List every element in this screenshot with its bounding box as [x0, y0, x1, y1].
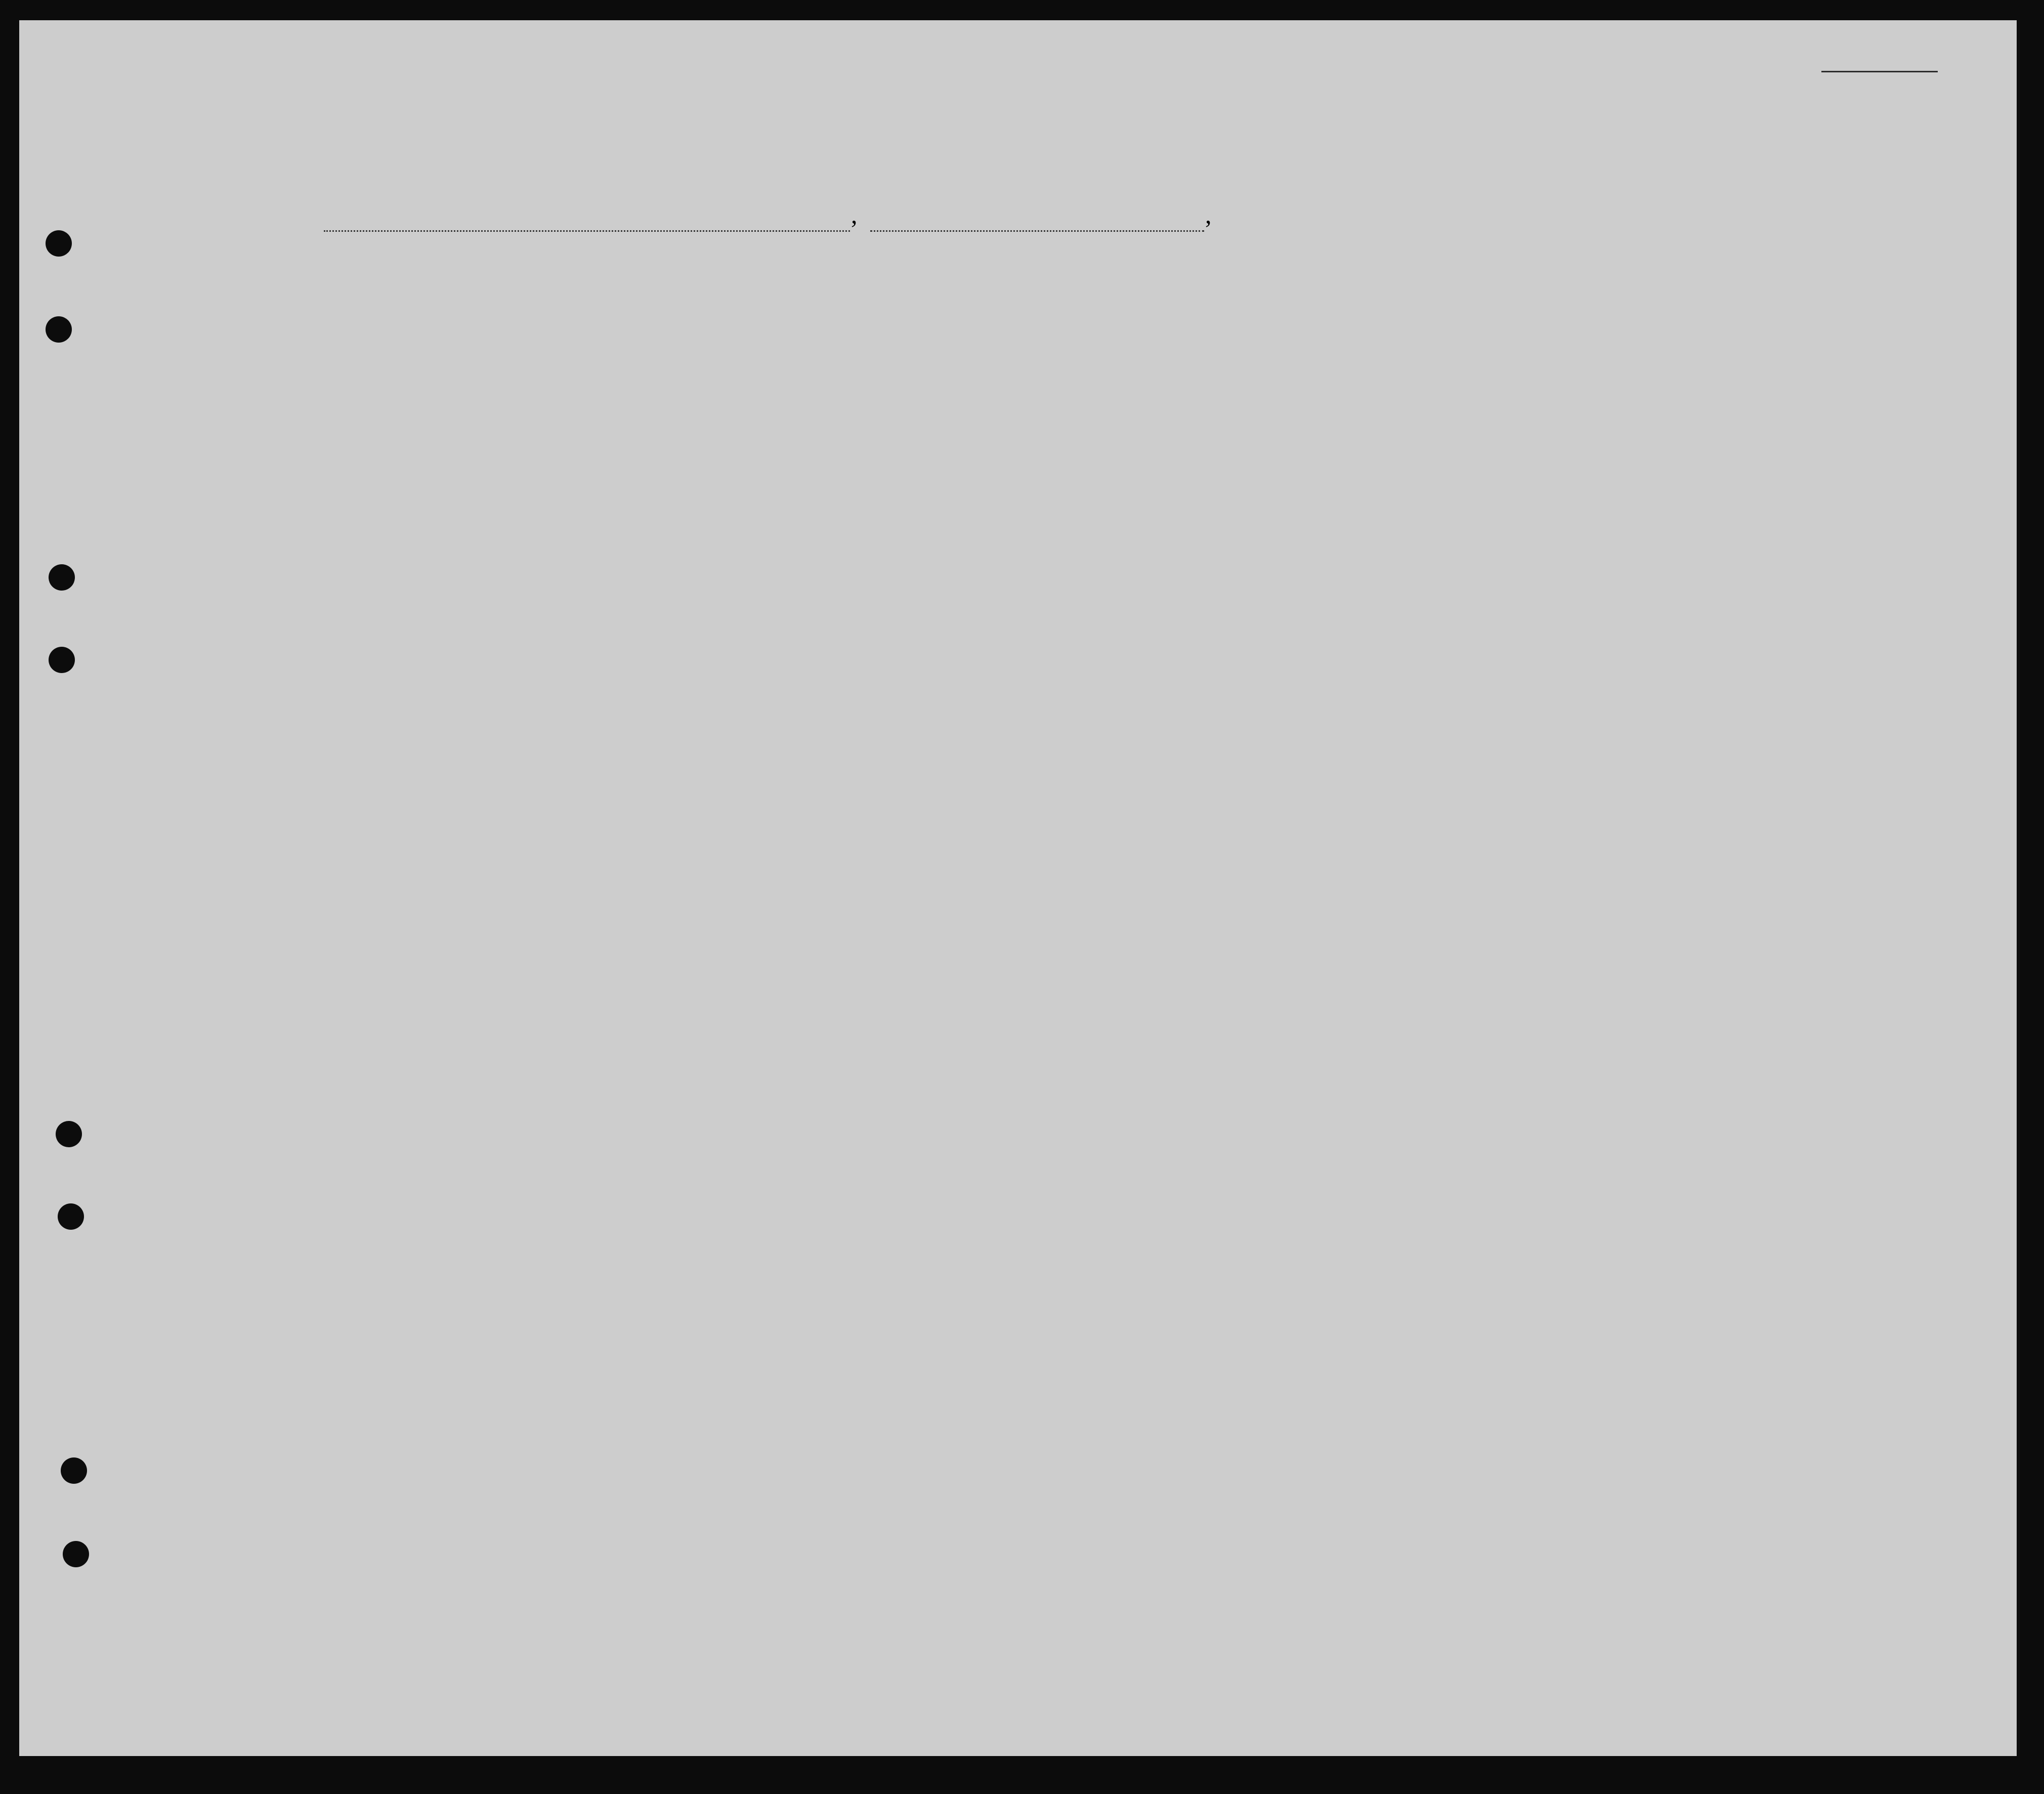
col25-header: [1288, 288, 1333, 420]
col24-length: [1217, 316, 1240, 418]
comma: ,: [1205, 200, 1212, 229]
col28-header: [1389, 288, 1442, 420]
col24-citizen: [1242, 316, 1265, 418]
col24-return: [1176, 316, 1212, 418]
col31-header: [1516, 288, 1537, 420]
col29-header: [1447, 288, 1485, 420]
col30-header: [1491, 288, 1511, 420]
comma: ,: [851, 200, 858, 229]
